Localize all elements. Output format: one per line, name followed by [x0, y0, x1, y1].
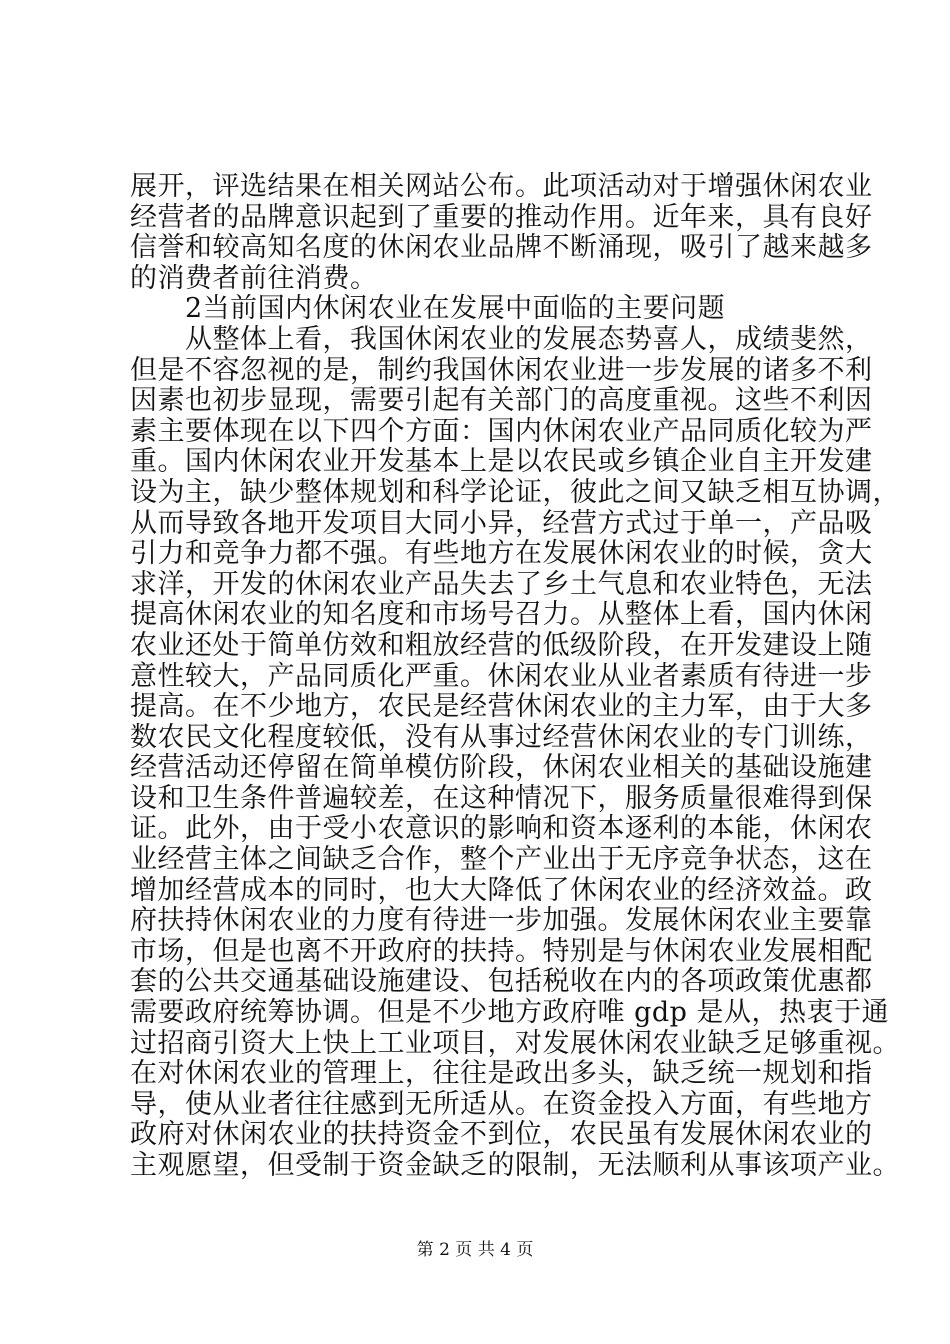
text-line: 数农民文化程度较低，没有从事过经营休闲农业的专门训练，	[130, 721, 873, 753]
text-line: 在对休闲农业的管理上，往往是政出多头，缺乏统一规划和指	[130, 1058, 873, 1090]
text-line: 从整体上看，我国休闲农业的发展态势喜人，成绩斐然，	[130, 323, 873, 355]
page-number-label: 第 2 页 共 4 页	[416, 1240, 534, 1260]
section-heading: 2当前国内休闲农业在发展中面临的主要问题	[130, 293, 726, 325]
text-line: 市场，但是也离不开政府的扶持。特别是与休闲农业发展相配	[130, 935, 873, 967]
text-line: 政府对休闲农业的扶持资金不到位，农民虽有发展休闲农业的	[130, 1119, 873, 1151]
text-line: 套的公共交通基础设施建设、包括税收在内的各项政策优惠都	[130, 966, 873, 998]
text-line: 证。此外，由于受小农意识的影响和资本逐利的本能，休闲农	[130, 813, 873, 845]
text-line: 展开，评选结果在相关网站公布。此项活动对于增强休闲农业	[130, 171, 873, 202]
text-line: 需要政府统筹协调。但是不少地方政府唯 gdp 是从，热衷于通	[130, 997, 890, 1029]
text-line: 主观愿望，但受制于资金缺乏的限制，无法顺利从事该项产业。	[130, 1150, 900, 1181]
text-line: 从而导致各地开发项目大同小异，经营方式过于单一，产品吸	[130, 507, 873, 539]
text-line: 信誉和较高知名度的休闲农业品牌不断涌现，吸引了越来越多	[130, 232, 873, 264]
text-line: 求洋，开发的休闲农业产品失去了乡土气息和农业特色，无法	[130, 568, 873, 600]
text-line: 素主要体现在以下四个方面：国内休闲农业产品同质化较为严	[130, 415, 873, 447]
text-line: 因素也初步显现，需要引起有关部门的高度重视。这些不利因	[130, 385, 873, 417]
text-line: 引力和竞争力都不强。有些地方在发展休闲农业的时候，贪大	[130, 538, 873, 570]
body-text	[130, 171, 900, 1182]
text-line: 农业还处于简单仿效和粗放经营的低级阶段，在开发建设上随	[130, 629, 873, 661]
text-line: 经营活动还停留在简单模仿阶段，休闲农业相关的基础设施建	[130, 752, 873, 784]
page-footer	[0, 1240, 950, 1260]
text-line: 但是不容忽视的是，制约我国休闲农业进一步发展的诸多不利	[130, 354, 873, 386]
text-line: 导，使从业者往往感到无所适从。在资金投入方面，有些地方	[130, 1088, 873, 1120]
text-line: 设为主，缺少整体规划和科学论证，彼此之间又缺乏相互协调，	[130, 476, 900, 508]
text-line: 过招商引资大上快上工业项目，对发展休闲农业缺乏足够重视。	[130, 1027, 900, 1059]
text-line: 增加经营成本的同时，也大大降低了休闲农业的经济效益。政	[130, 874, 873, 906]
text-line: 意性较大，产品同质化严重。休闲农业从业者素质有待进一步	[130, 660, 873, 692]
text-line: 重。国内休闲农业开发基本上是以农民或乡镇企业自主开发建	[130, 446, 873, 478]
text-line: 提高休闲农业的知名度和市场号召力。从整体上看，国内休闲	[130, 599, 873, 631]
text-line: 提高。在不少地方，农民是经营休闲农业的主力军，由于大多	[130, 691, 873, 723]
text-line: 业经营主体之间缺乏合作，整个产业出于无序竞争状态，这在	[130, 844, 873, 876]
text-line: 设和卫生条件普遍较差，在这种情况下，服务质量很难得到保	[130, 782, 873, 814]
text-line: 府扶持休闲农业的力度有待进一步加强。发展休闲农业主要靠	[130, 905, 873, 937]
text-line: 的消费者前往消费。	[130, 262, 378, 294]
text-line: 经营者的品牌意识起到了重要的推动作用。近年来，具有良好	[130, 201, 873, 233]
